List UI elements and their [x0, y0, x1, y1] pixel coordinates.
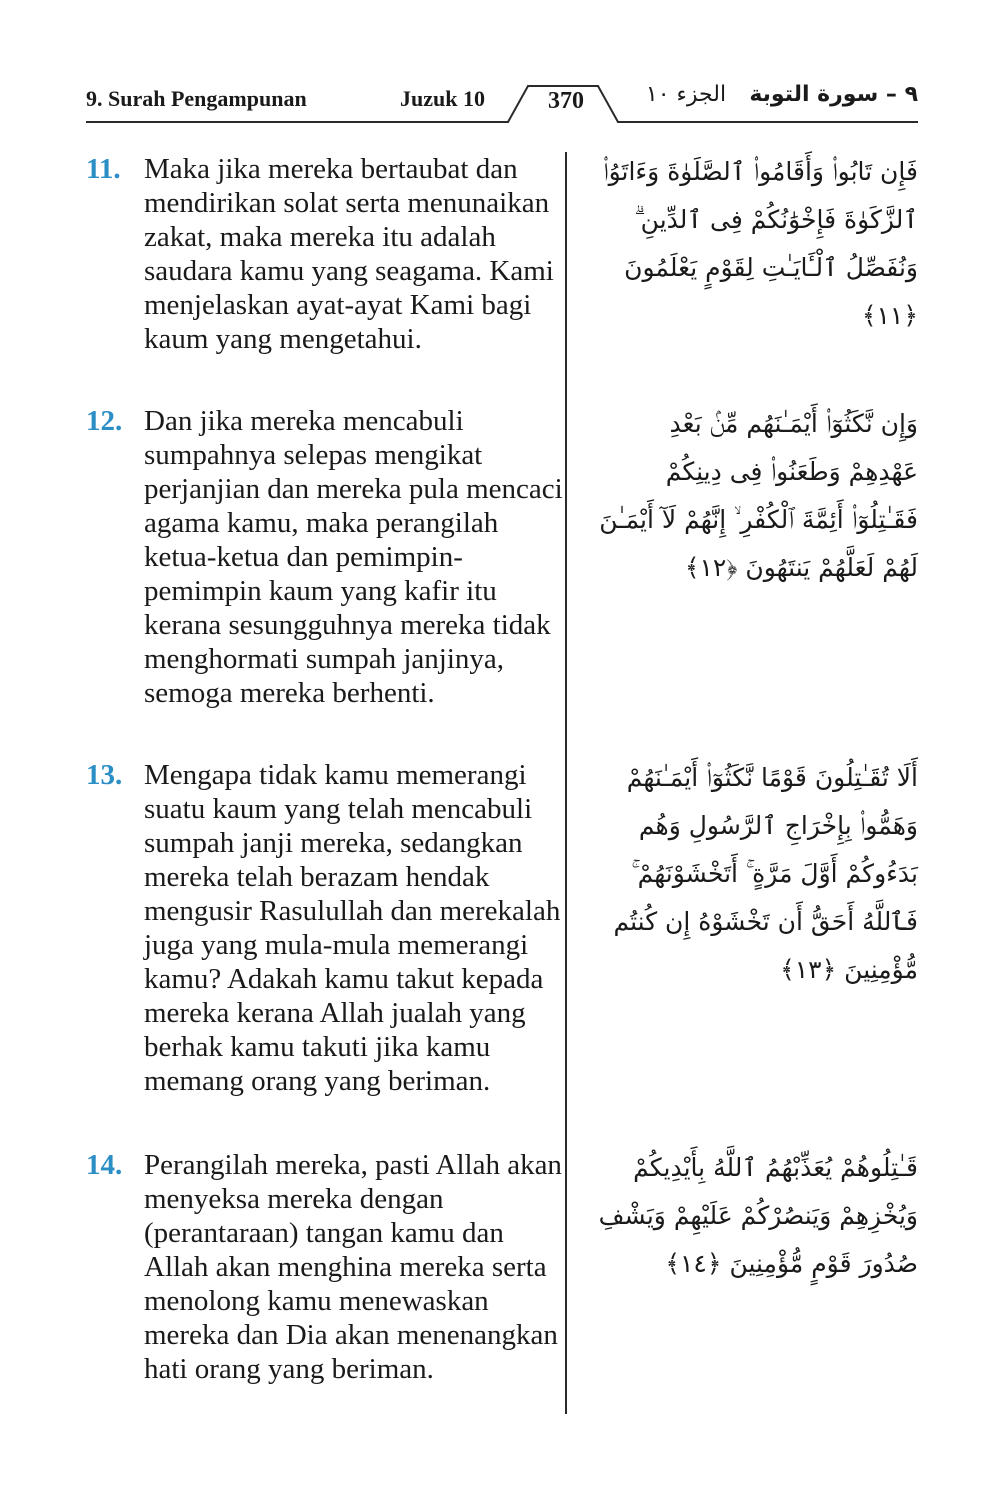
surah-name: 9. Surah Pengampunan — [86, 86, 307, 111]
verse-translation: Perangilah mereka, pasti Allah akan menyeksa mereka dengan (perantaraan) tangan kamu dan Allah akan menghina mereka serta menolong kamu menewaskan mereka dan Dia akan menenangkan hati orang yang beriman. — [144, 1149, 562, 1385]
verse-number: 14. — [86, 1149, 123, 1181]
verse-arabic-text: قَـٰتِلُوهُمْ يُعَذِّبْهُمُ ٱللَّهُ بِأَيْدِيكُمْ وَيُخْزِهِمْ وَيَنصُرْكُمْ عَلَيْهِمْ وَيَشْفِ صُدُورَ قَوْمٍ مُّؤْمِنِينَ ﴿١٤﴾ — [598, 1153, 918, 1278]
verse-number: 12. — [86, 405, 123, 437]
verse-arabic-text: وَإِن نَّكَثُوٓا۟ أَيْمَـٰنَهُم مِّنۢ بَعْدِ عَهْدِهِمْ وَطَعَنُوا۟ فِى دِينِكُمْ فَقَـٰتِلُوٓا۟ أَئِمَّةَ ٱلْكُفْرِ ۙ إِنَّهُمْ لَآ أَيْمَـٰنَ لَهُمْ لَعَلَّهُمْ يَنتَهُونَ ﴿١٢﴾ — [599, 409, 918, 582]
juz-arabic-label: الجزء ١٠ — [645, 82, 727, 107]
verse-arabic-text: أَلَا تُقَـٰتِلُونَ قَوْمًا نَّكَثُوٓا۟ أَيْمَـٰنَهُمْ وَهَمُّوا۟ بِإِخْرَاجِ ٱلرَّسُولِ وَهُم بَدَءُوكُمْ أَوَّلَ مَرَّةٍ ۚ أَتَخْشَوْنَهُمْ ۚ فَٱللَّهُ أَحَقُّ أَن تَخْشَوْهُ إِن كُنتُم مُّؤْمِنِينَ ﴿١٣﴾ — [613, 763, 918, 984]
verse-arabic-text: فَإِن تَابُوا۟ وَأَقَامُوا۟ ٱلصَّلَوٰةَ وَءَاتَوُا۟ ٱلزَّكَوٰةَ فَإِخْوَٰنُكُمْ فِى ٱلدِّينِ ۗ وَنُفَصِّلُ ٱلْـَٔايَـٰتِ لِقَوْمٍ يَعْلَمُونَ ﴿١١﴾ — [602, 157, 918, 330]
page-header — [86, 80, 918, 130]
column-divider — [565, 152, 567, 1414]
juzuk-label: Juzuk 10 — [400, 86, 485, 111]
surah-arabic-name: ٩ – سورة التوبة — [749, 82, 918, 107]
verse-translation: Dan jika mereka mencabuli sumpahnya selepas mengikat perjanjian dan mereka pula mencaci agama kamu, maka perangilah ketua-ketua dan pemimpin-pemimpin kaum yang kafir itu kerana sesungguhnya mereka tidak menghormati sumpah janjinya, semoga mereka berhenti. — [144, 405, 563, 709]
verse-translation: Maka jika mereka bertaubat dan mendirikan solat serta menunaikan zakat, maka mereka itu adalah saudara kamu yang seagama. Kami menjelaskan ayat-ayat Kami bagi kaum yang mengetahui. — [144, 153, 554, 355]
verse-number: 13. — [86, 759, 123, 791]
verse-translation: Mengapa tidak kamu memerangi suatu kaum yang telah mencabuli sumpah janji mereka, sedangkan mereka telah berazam hendak mengusir Rasulullah dan merekalah juga yang mula-mula memerangi kamu? Adakah kamu takut kepada mereka kerana Allah jualah yang berhak kamu takuti jika kamu memang orang yang beriman. — [144, 759, 561, 1097]
page-number: 370 — [548, 88, 584, 114]
verse-number: 11. — [86, 153, 121, 185]
